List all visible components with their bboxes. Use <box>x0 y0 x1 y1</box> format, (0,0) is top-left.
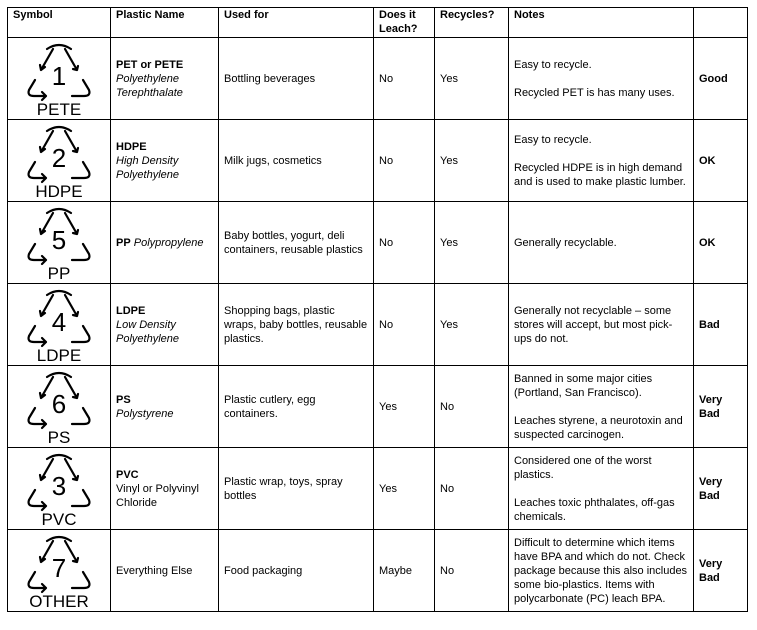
recycles-cell: Yes <box>435 38 509 120</box>
symbol-cell <box>8 202 111 284</box>
plastic-abbr: PET or PETE <box>116 58 184 71</box>
symbol-number: 6 <box>51 388 67 419</box>
plastics-table <box>7 7 748 612</box>
note-text: Banned in some major cities (Portland, San Francisco). <box>514 372 653 399</box>
symbol-number: 2 <box>51 142 67 173</box>
plastic-name-cell <box>111 284 219 366</box>
rating-cell: Very Bad <box>694 448 748 530</box>
plastic-full-name-2: Terephthalate <box>116 86 183 99</box>
notes-cell <box>509 120 694 202</box>
plastic-name-cell <box>111 38 219 120</box>
header-recycles: Recycles? <box>435 8 509 38</box>
symbol-cell <box>8 38 111 120</box>
rating-cell: Good <box>694 38 748 120</box>
plastic-abbr: HDPE <box>116 140 147 153</box>
recycling-triangle-icon <box>13 39 105 119</box>
table-row <box>8 120 748 202</box>
recycles-cell: No <box>435 448 509 530</box>
recycling-triangle-icon <box>13 449 105 529</box>
notes-cell <box>509 366 694 448</box>
header-row <box>8 8 748 38</box>
recycling-triangle-icon <box>13 367 105 447</box>
used-for-cell: Plastic cutlery, egg containers. <box>219 366 374 448</box>
leach-cell: No <box>374 38 435 120</box>
symbol-label: PVC <box>41 509 77 529</box>
symbol-label: OTHER <box>29 591 89 611</box>
plastic-name-cell <box>111 366 219 448</box>
recycling-triangle-icon <box>13 121 105 201</box>
symbol-number: 1 <box>51 60 67 91</box>
notes-cell <box>509 284 694 366</box>
symbol-cell <box>8 120 111 202</box>
symbol-cell <box>8 530 111 612</box>
header-does-it-leach <box>374 8 435 38</box>
plastic-full-name: Polystyrene <box>116 407 174 420</box>
plastic-full-name-2: Polyethylene <box>116 168 179 181</box>
plastic-full-name: Everything Else <box>116 564 193 577</box>
used-for-cell: Shopping bags, plastic wraps, baby bottles, reusable plastics. <box>219 284 374 366</box>
plastic-full-name: High Density <box>116 154 179 167</box>
plastic-abbr: PP <box>116 236 131 249</box>
header-symbol: Symbol <box>8 8 111 38</box>
leach-cell: No <box>374 120 435 202</box>
symbol-cell <box>8 366 111 448</box>
symbol-number: 4 <box>51 306 67 337</box>
symbol-label: PS <box>47 427 71 447</box>
leach-cell: No <box>374 202 435 284</box>
table-row <box>8 38 748 120</box>
used-for-cell: Milk jugs, cosmetics <box>219 120 374 202</box>
plastic-full-name: Polypropylene <box>133 236 204 249</box>
leach-cell: Yes <box>374 366 435 448</box>
note-text: Generally not recyclable – some stores will accept, but most pick-ups do not. <box>514 304 673 345</box>
note-text: Difficult to determine which items have BPA and which do not. Check package because this also includes some bio-plastics. Items with polycarbonate (PC) leach BPA. <box>514 536 688 605</box>
plastic-name-cell <box>111 448 219 530</box>
notes-cell <box>509 530 694 612</box>
table-row <box>8 202 748 284</box>
recycling-triangle-icon <box>13 203 105 283</box>
note-text: Leaches styrene, a neurotoxin and suspected carcinogen. <box>514 414 683 441</box>
table-row <box>8 284 748 366</box>
header-rating <box>694 8 748 38</box>
plastic-name-cell <box>111 202 219 284</box>
header-used-for: Used for <box>219 8 374 38</box>
plastic-abbr: LDPE <box>116 304 146 317</box>
notes-cell <box>509 38 694 120</box>
recycles-cell: No <box>435 530 509 612</box>
table-row <box>8 366 748 448</box>
note-text: Recycled HDPE is in high demand and is used to make plastic lumber. <box>514 161 686 188</box>
header-plastic-name: Plastic Name <box>111 8 219 38</box>
used-for-cell: Bottling beverages <box>219 38 374 120</box>
rating-cell: Bad <box>694 284 748 366</box>
leach-cell: Maybe <box>374 530 435 612</box>
note-text: Leaches toxic phthalates, off-gas chemicals. <box>514 496 675 523</box>
table-row <box>8 448 748 530</box>
leach-cell: No <box>374 284 435 366</box>
plastic-full-name: Low Density <box>116 318 176 331</box>
plastic-full-name: Vinyl or Polyvinyl Chloride <box>116 482 199 509</box>
plastic-full-name: Polyethylene <box>116 72 179 85</box>
leach-cell: Yes <box>374 448 435 530</box>
rating-cell: OK <box>694 120 748 202</box>
recycling-triangle-icon <box>13 285 105 365</box>
notes-cell <box>509 448 694 530</box>
rating-cell: Very Bad <box>694 530 748 612</box>
plastic-full-name-2: Polyethylene <box>116 332 179 345</box>
note-text: Easy to recycle. <box>514 133 592 146</box>
recycles-cell: Yes <box>435 120 509 202</box>
header-notes: Notes <box>509 8 694 38</box>
symbol-number: 7 <box>51 552 67 583</box>
symbol-number: 5 <box>51 224 67 255</box>
symbol-label: LDPE <box>36 345 82 365</box>
used-for-cell: Baby bottles, yogurt, deli containers, reusable plastics <box>219 202 374 284</box>
plastic-abbr: PS <box>116 393 131 406</box>
symbol-cell <box>8 284 111 366</box>
note-text: Considered one of the worst plastics. <box>514 454 652 481</box>
note-text: Recycled PET is has many uses. <box>514 86 675 99</box>
notes-cell <box>509 202 694 284</box>
rating-cell: OK <box>694 202 748 284</box>
used-for-cell: Food packaging <box>219 530 374 612</box>
recycling-triangle-icon <box>13 531 105 611</box>
table-row <box>8 530 748 612</box>
used-for-cell: Plastic wrap, toys, spray bottles <box>219 448 374 530</box>
note-text: Generally recyclable. <box>514 236 617 249</box>
note-text: Easy to recycle. <box>514 58 592 71</box>
plastic-abbr: PVC <box>116 468 139 481</box>
symbol-number: 3 <box>51 470 67 501</box>
header-leach-line2: Leach? <box>379 23 418 35</box>
recycles-cell: Yes <box>435 284 509 366</box>
symbol-cell <box>8 448 111 530</box>
recycles-cell: Yes <box>435 202 509 284</box>
header-leach-line1: Does it <box>379 9 416 21</box>
symbol-label: PP <box>47 263 71 283</box>
rating-cell: Very Bad <box>694 366 748 448</box>
plastic-name-cell <box>111 120 219 202</box>
symbol-label: PETE <box>36 99 82 119</box>
symbol-label: HDPE <box>35 181 83 201</box>
plastic-name-cell <box>111 530 219 612</box>
recycles-cell: No <box>435 366 509 448</box>
